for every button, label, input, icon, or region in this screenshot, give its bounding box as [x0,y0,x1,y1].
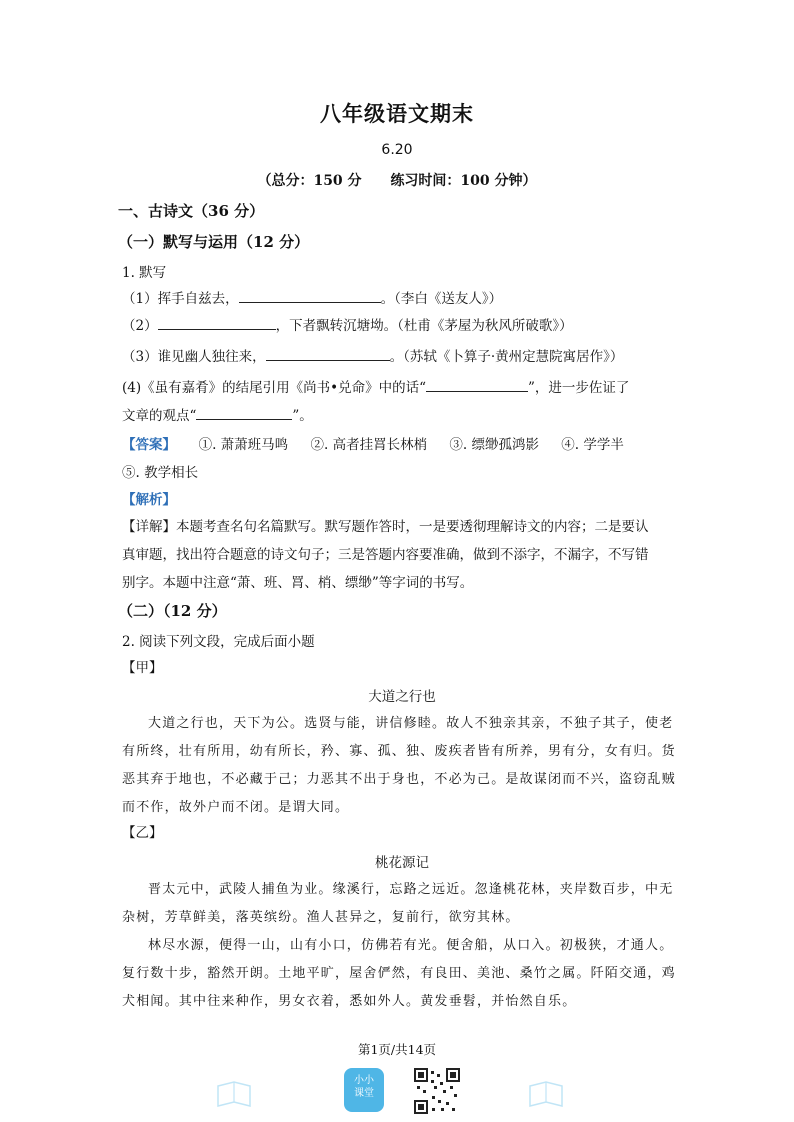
q1-2-suffix: ，下者飘转沉塘坳。（杜甫《茅屋为秋风所破歌》） [275,318,573,334]
q1-2-prefix: （2） [122,318,158,334]
answer-tag: 【答案】 [122,437,176,453]
q1-4-line2-prefix: 文章的观点“ [122,408,197,424]
passage-line: 恶其弃于地也，不必藏于己；力恶其不出于身也，不必为己。是故谋闭而不兴，盗窃乱贼 [122,772,676,787]
detail-line: 【详解】本题考查名句名篇默写。默写题作答时，一是要透彻理解诗文的内容；二是要认 [122,519,649,535]
page-title: 八年级语文期末 [320,102,474,126]
q1-4-line2-suffix: ”。 [292,408,313,424]
passage-line: 杂树，芳草鲜美，落英缤纷。渔人甚异之，复前行，欲穷其林。 [122,910,520,925]
answer-blank [158,315,276,330]
detail-line: 真审题，找出符合题意的诗文句子；三是答题内容要准确，做到不添字，不漏字，不写错 [122,547,649,563]
passage-jia-title: 大道之行也 [368,689,436,705]
analysis-tag: 【解析】 [122,492,176,508]
question-1-label: 1. 默写 [122,265,167,281]
q1-3-prefix: （3）谁见幽人独往来， [122,349,266,365]
answer-blank [239,288,381,303]
passage-yi-label: 【乙】 [122,825,163,841]
book-decoration-icon [528,1080,564,1108]
book-decoration-icon [216,1080,252,1108]
passage-line: 有所终，壮有所用，幼有所长，矜、寡、孤、独、废疾者皆有所养，男有分，女有归。货 [122,744,676,759]
answer-blank [266,346,390,361]
answer-item: ④. 学学半 [561,437,624,453]
passage-yi-title: 桃花源记 [375,855,429,871]
subsection-heading-1: （一）默写与运用（12 分） [118,233,310,251]
question-1-4 [122,377,682,399]
passage-line: 晋太元中，武陵人捕鱼为业。缘溪行，忘路之远近。忽逢桃花林，夹岸数百步，中无 [148,882,674,897]
exam-date: 6.20 [381,142,413,158]
passage-line: 而不作，故外户而不闭。是谓大同。 [122,800,350,815]
answer-item: ①. 萧萧班马鸣 [198,437,289,453]
subsection-heading-2: （二）（12 分） [118,602,227,620]
q1-4-prefix: (4)《虽有嘉肴》的结尾引用《尚书•兑命》中的话“ [122,380,426,396]
q1-3-suffix: 。（苏轼《卜算子·黄州定慧院寓居作》） [389,349,624,365]
passage-line: 复行数十步，豁然开朗。土地平旷，屋舍俨然，有良田、美池、桑竹之属。阡陌交通，鸡 [122,966,676,981]
qr-code-icon [414,1068,460,1114]
question-1-4-cont [122,405,682,427]
q1-4-middle: ”，进一步佐证了 [528,380,630,396]
answer-row [122,434,682,456]
brand-logo [344,1068,384,1112]
passage-jia-label: 【甲】 [122,660,163,676]
logo-text: 小小课堂 [354,1075,374,1099]
q1-1-prefix: （1）挥手自兹去， [122,291,239,307]
question-1-3 [122,346,682,368]
answer-blank [426,377,528,392]
answer-blank [196,405,292,420]
passage-line: 林尽水源，便得一山，山有小口，仿佛若有光。便舍船，从口入。初极狭，才通人。 [148,938,674,953]
question-1-1 [122,288,682,310]
detail-line: 别字。本题中注意“萧、班、罥、梢、缥缈”等字词的书写。 [122,575,474,591]
page-number: 第1页/共14页 [357,1042,437,1057]
passage-line: 大道之行也，天下为公。选贤与能，讲信修睦。故人不独亲其亲，不独子其子，使老 [148,716,674,731]
total-score: （总分：150 分 [257,173,362,189]
answer-item-5: ⑤. 教学相长 [122,465,199,481]
question-2-label: 2. 阅读下列文段，完成后面小题 [122,634,315,650]
answer-item: ③. 缥缈孤鸿影 [449,437,539,453]
section-heading-1: 一、古诗文（36 分） [118,202,265,220]
exam-meta [0,170,794,190]
practice-time: 练习时间：100 分钟） [390,173,537,189]
passage-line: 犬相闻。其中往来种作，男女衣着，悉如外人。黄发垂髫，并怡然自乐。 [122,994,577,1009]
answer-item: ②. 高者挂罥长林梢 [310,437,428,453]
q1-1-suffix: 。（李白《送友人》） [380,291,503,307]
question-1-2 [122,315,682,337]
